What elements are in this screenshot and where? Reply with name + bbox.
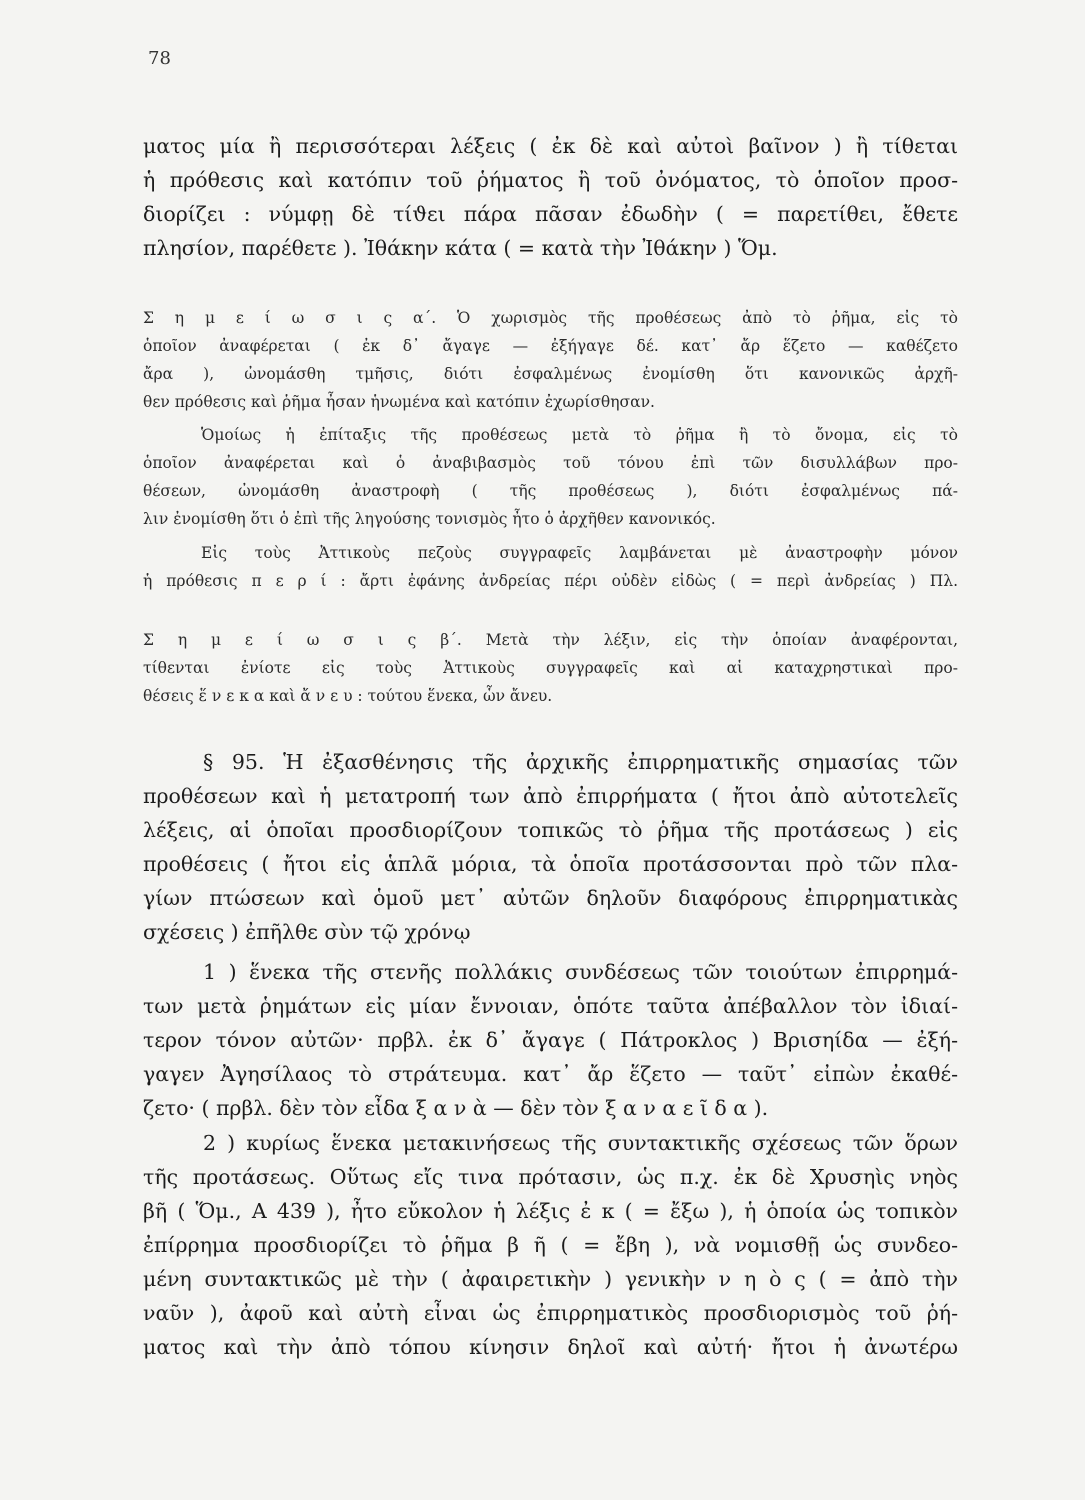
text-line: τῆς προτάσεως. Οὕτως εἴς τινα πρότασιν, ὡς π.χ. ἐκ δὲ Χρυσηὶς νηὸς [143, 1165, 958, 1189]
note-line: θέσεις ἕ ν ε κ α καὶ ἄ ν ε υ : τούτου ἕνεκα, ὧν ἄνευ. [143, 687, 553, 705]
text-line: βῆ ( Ὅμ., Α 439 ), ἦτο εὔκολον ἡ λέξις ἐ κ ( = ἔξω ), ἡ ὁποία ὡς τοπικὸν [143, 1199, 958, 1223]
text-line: ματος καὶ τὴν ἀπὸ τόπου κίνησιν δηλοῖ καὶ αὐτή· ἤτοι ἡ ἀνωτέρω [143, 1335, 958, 1359]
text-line: γαγεν Ἀγησίλαος τὸ στράτευμα. κατ᾽ ἄρ ἕζετο — ταῦτ᾽ εἰπὼν ἐκαθέ- [143, 1062, 958, 1086]
note-line: ὁποῖον ἀναφέρεται καὶ ὁ ἀναβιβασμὸς τοῦ τόνου ἐπὶ τῶν δισυλλάβων προ- [143, 454, 958, 472]
section-95 [143, 745, 958, 949]
point-2 [143, 1126, 958, 1364]
note-line: θέσεων, ὠνομάσθη ἀναστροφὴ ( τῆς προθέσεως ), διότι ἐσφαλμένως πά- [143, 482, 958, 500]
text-line: 2 ) κυρίως ἕνεκα μετακινήσεως τῆς συντακτικῆς σχέσεως τῶν ὅρων [203, 1131, 958, 1155]
text-line: των μετὰ ῥημάτων εἰς μίαν ἔννοιαν, ὁπότε ταῦτα ἀπέβαλλον τὸν ἰδιαί- [143, 994, 958, 1018]
text-line: ναῦν ), ἀφοῦ καὶ αὐτὴ εἶναι ὡς ἐπιρρηματικὸς προσδιορισμὸς τοῦ ῥή- [143, 1301, 958, 1325]
text-line: τερον τόνον αὐτῶν· πρβλ. ἐκ δ᾽ ἄγαγε ( Πάτροκλος ) Βρισηίδα — ἐξή- [143, 1028, 958, 1052]
note-beta [143, 626, 958, 710]
text-line: ἡ πρόθεσις καὶ κατόπιν τοῦ ῥήματος ἢ τοῦ ὀνόματος, τὸ ὁποῖον προσ- [143, 168, 958, 192]
section-heading-line: § 95. Ἡ ἐξασθένησις τῆς ἀρχικῆς ἐπιρρηματικῆς σημασίας τῶν [203, 750, 958, 774]
note-attic-prose [143, 539, 958, 595]
text-line: σχέσεις ) ἐπῆλθε σὺν τῷ χρόνῳ [143, 920, 471, 944]
note-alpha [143, 304, 958, 416]
text-line: ματος μία ἢ περισσότεραι λέξεις ( ἐκ δὲ καὶ αὐτοὶ βαῖνον ) ἢ τίθεται [143, 134, 958, 158]
point-1 [143, 955, 958, 1125]
text-line: ἐπίρρημα προσδιορίζει τὸ ῥῆμα β ῆ ( = ἔβη ), νὰ νομισθῇ ὡς συνδεο- [143, 1233, 958, 1257]
note-line: ἄρα ), ὠνομάσθη τμῆσις, διότι ἐσφαλμένως ἐνομίσθη ὅτι κανονικῶς ἀρχῆ- [143, 365, 958, 383]
page-number: 78 [148, 48, 171, 69]
note-line: τίθενται ἐνίοτε εἰς τοὺς Ἀττικοὺς συγγραφεῖς καὶ αἱ καταχρηστικαὶ προ- [143, 659, 958, 677]
text-line: μένη συντακτικῶς μὲ τὴν ( ἀφαιρετικὴν ) γενικὴν ν η ὸ ς ( = ἀπὸ τὴν [143, 1267, 958, 1291]
text-line: προθέσεις ( ἤτοι εἰς ἁπλᾶ μόρια, τὰ ὁποῖα προτάσσονται πρὸ τῶν πλα- [143, 852, 958, 876]
note-line: Σ η μ ε ί ω σ ι ς α΄. Ὁ χωρισμὸς τῆς προθέσεως ἀπὸ τὸ ῥῆμα, εἰς τὸ [143, 309, 958, 327]
note-anastrophe [143, 421, 958, 533]
text-line: γίων πτώσεων καὶ ὁμοῦ μετ᾽ αὐτῶν δηλοῦν διαφόρους ἐπιρρηματικὰς [143, 886, 958, 910]
note-line: Ὁμοίως ἡ ἐπίταξις τῆς προθέσεως μετὰ τὸ ῥῆμα ἢ τὸ ὄνομα, εἰς τὸ [201, 426, 958, 444]
note-line: ἡ πρόθεσις π ε ρ ί : ἄρτι ἐφάνης ἀνδρείας πέρι οὐδὲν εἰδὼς ( = περὶ ἀνδρείας ) Πλ. [143, 572, 958, 590]
note-line: λιν ἐνομίσθη ὅτι ὁ ἐπὶ τῆς ληγούσης τονισμὸς ἦτο ὁ ἀρχῆθεν κανονικός. [143, 510, 716, 528]
text-line: προθέσεων καὶ ἡ μετατροπή των ἀπὸ ἐπιρρήματα ( ἤτοι ἀπὸ αὐτοτελεῖς [143, 784, 958, 808]
note-line: θεν πρόθεσις καὶ ῥῆμα ἦσαν ἡνωμένα καὶ κατόπιν ἐχωρίσθησαν. [143, 393, 655, 411]
note-line: Εἰς τοὺς Ἀττικοὺς πεζοὺς συγγραφεῖς λαμβάνεται μὲ ἀναστροφὴν μόνον [201, 544, 958, 562]
text-line: διορίζει : νύμφῃ δὲ τίϑει πάρα πᾶσαν ἐδωδὴν ( = παρετίθει, ἔθετε [143, 202, 958, 226]
paragraph-continuation [143, 129, 958, 265]
text-line: λέξεις, αἱ ὁποῖαι προσδιορίζουν τοπικῶς τὸ ῥῆμα τῆς προτάσεως ) εἰς [143, 818, 958, 842]
note-line: Σ η μ ε ί ω σ ι ς β΄. Μετὰ τὴν λέξιν, εἰς τὴν ὁποίαν ἀναφέρονται, [143, 631, 958, 649]
text-line: 1 ) ἕνεκα τῆς στενῆς πολλάκις συνδέσεως τῶν τοιούτων ἐπιρρημά- [203, 960, 958, 984]
text-line: ζετο· ( πρβλ. δὲν τὸν εἶδα ξ α ν ὰ — δὲν τὸν ξ α ν α ε ῖ δ α ). [143, 1096, 769, 1120]
text-line: πλησίον, παρέθετε ). Ἰθάκην κάτα ( = κατὰ τὴν Ἰθάκην ) Ὅμ. [143, 236, 778, 260]
note-line: ὁποῖον ἀναφέρεται ( ἐκ δ᾽ ἄγαγε — ἐξήγαγε δέ. κατ᾽ ἄρ ἕζετο — καθέζετο [143, 337, 958, 355]
